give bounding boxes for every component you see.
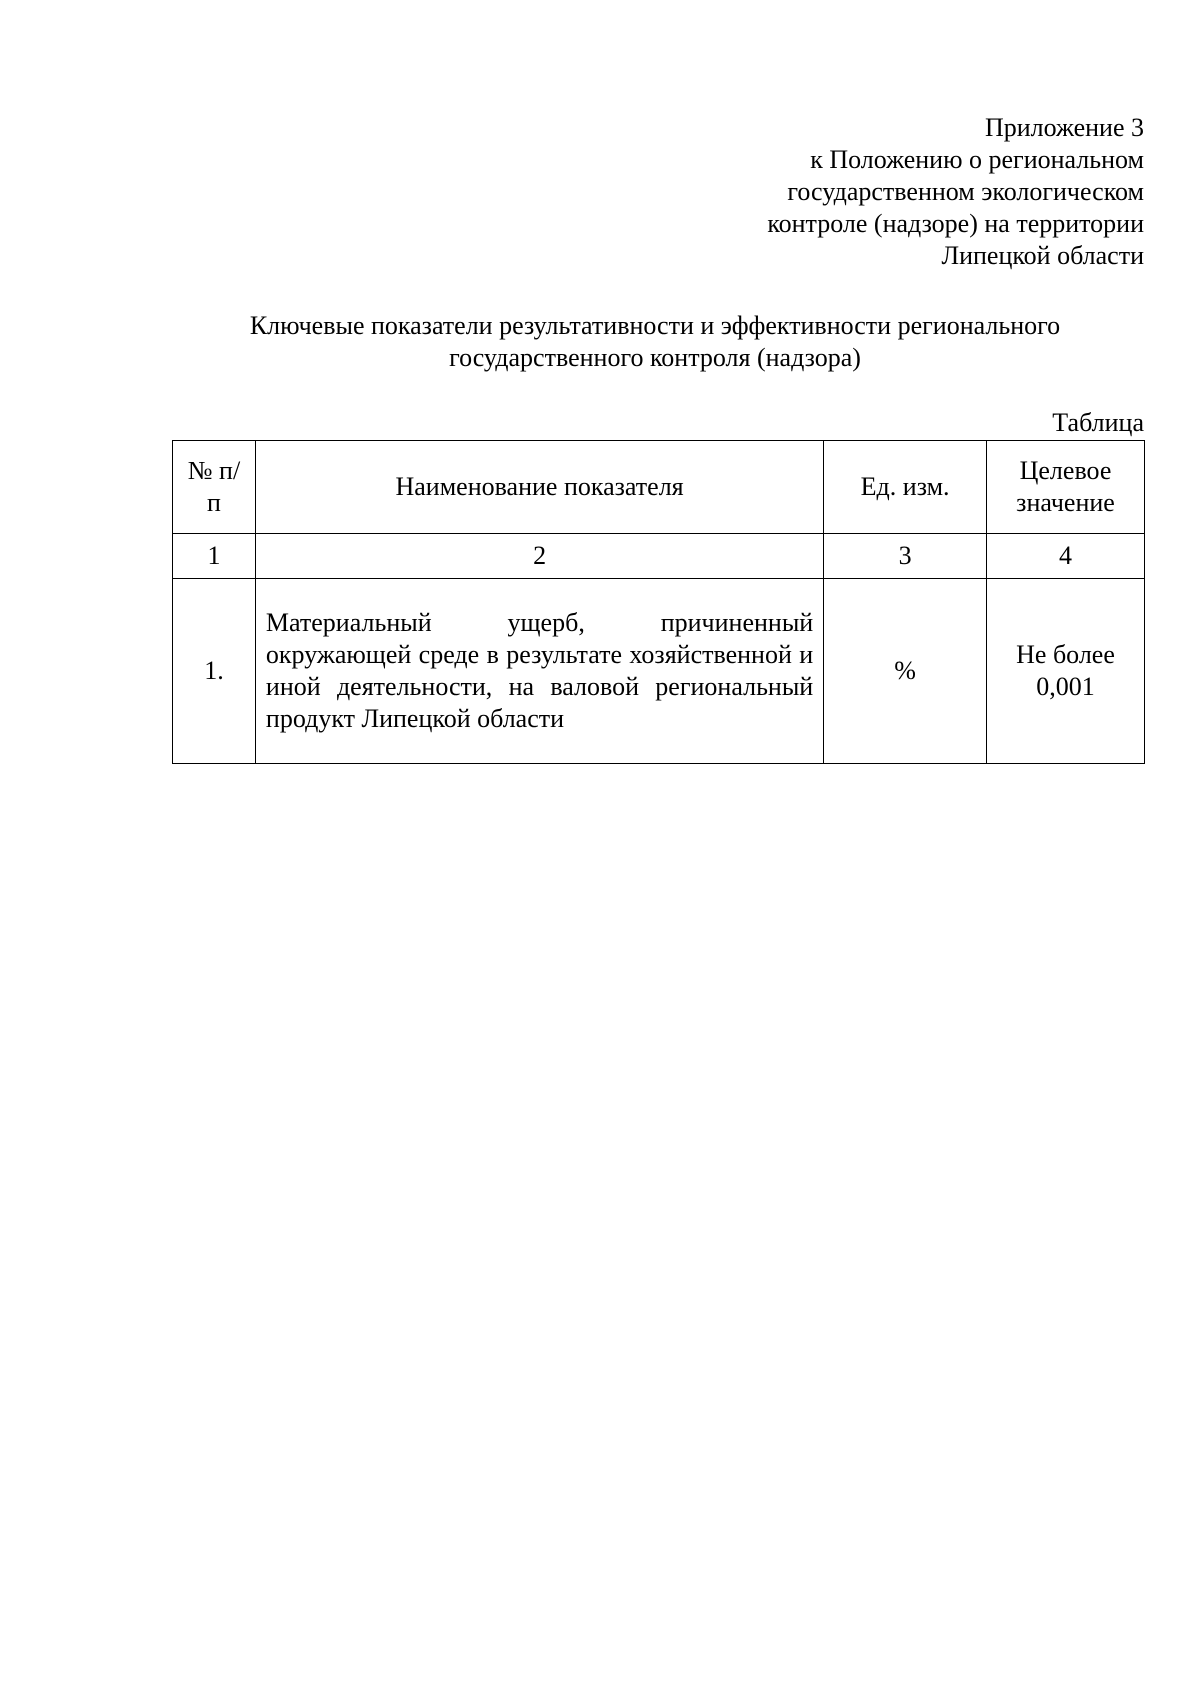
appendix-line: контроле (надзоре) на территории — [767, 209, 1144, 238]
appendix-line: Липецкой области — [941, 241, 1144, 270]
column-number-row — [173, 534, 1145, 579]
table-header-row — [173, 441, 1145, 534]
row-target: Не более 0,001 — [987, 579, 1145, 764]
row-name: Материальный ущерб, причиненный окружающей среде в результате хозяйственной и иной деятельности, на валовой региональный продукт Липецкой области — [255, 579, 823, 764]
appendix-line: государственном экологическом — [787, 177, 1144, 206]
header-target: Целевое значение — [987, 441, 1145, 534]
row-num: 1. — [173, 579, 256, 764]
header-unit: Ед. изм. — [824, 441, 987, 534]
table-caption: Таблица — [1052, 408, 1144, 437]
table-row — [173, 579, 1145, 764]
header-name: Наименование показателя — [255, 441, 823, 534]
appendix-line: к Положению о региональном — [810, 145, 1144, 174]
row-unit: % — [824, 579, 987, 764]
appendix-line: Приложение 3 — [984, 113, 1144, 142]
column-number: 3 — [824, 534, 987, 579]
header-num: № п/п — [173, 441, 256, 534]
title-line-1: Ключевые показатели результативности и эффективности регионального — [249, 311, 1061, 340]
kpi-table — [172, 440, 1145, 764]
document-title — [170, 310, 1140, 374]
title-line-2: государственного контроля (надзора) — [449, 343, 861, 372]
column-number: 1 — [173, 534, 256, 579]
appendix-note — [584, 112, 1144, 272]
column-number: 4 — [987, 534, 1145, 579]
column-number: 2 — [255, 534, 823, 579]
